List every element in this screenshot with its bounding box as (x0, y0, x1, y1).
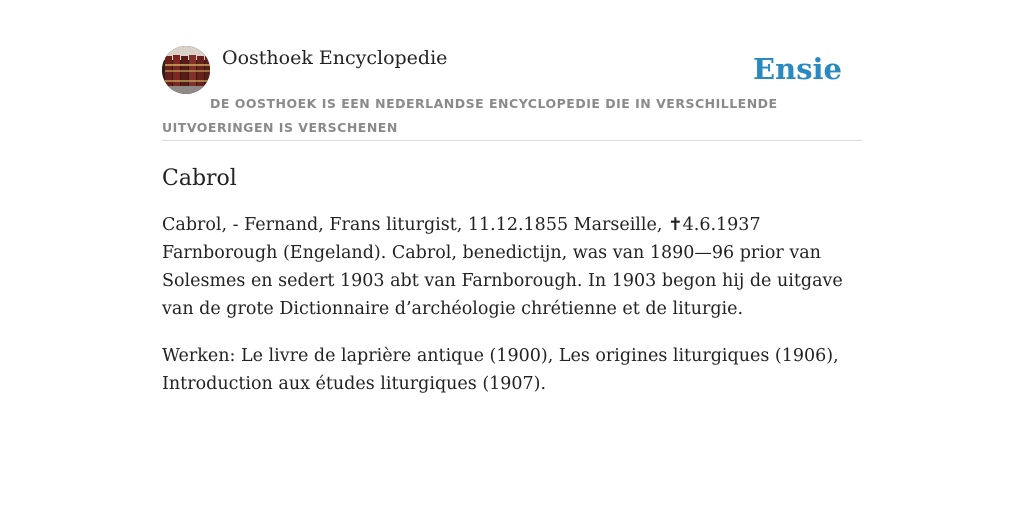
encyclopedia-books-icon[interactable] (162, 46, 210, 94)
article-paragraph: Cabrol, - Fernand, Frans liturgist, 11.12.1855 Marseille, ✝4.6.1937 Farnborough (Engeland). Cabrol, benedictijn, was van 1890—96 prior van Solesmes en sedert 1903 abt van Farnborough. In 1903 begon hij de uitgave van de grote Dictionnaire d’archéologie chrétienne et de liturgie. (162, 215, 843, 319)
article (162, 160, 862, 398)
brand-logo[interactable]: Ensie (753, 52, 842, 86)
article-paragraph: Werken: Le livre de laprière antique (1900), Les origines liturgiques (1906), Introduction aux études liturgiques (1907). (162, 346, 839, 394)
article-title: Cabrol (162, 166, 237, 191)
site-header (162, 46, 862, 141)
site-title[interactable]: Oosthoek Encyclopedie (222, 47, 448, 69)
site-tagline: DE OOSTHOEK IS EEN NEDERLANDSE ENCYCLOPEDIE DIE IN VERSCHILLENDE UITVOERINGEN IS VERSCHENEN (162, 96, 778, 135)
